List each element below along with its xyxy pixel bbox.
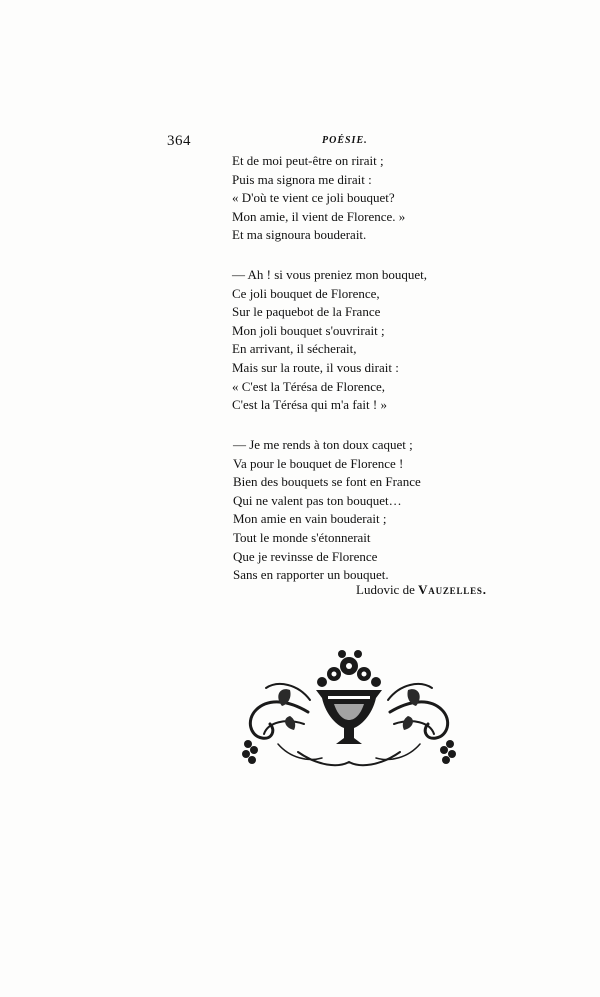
page-number: 364	[167, 133, 191, 149]
poem-line: C'est la Térésa qui m'a fait ! »	[232, 397, 387, 413]
poem-line: — Je me rends à ton doux caquet ;	[233, 437, 413, 452]
poem-line: Sans en rapporter un bouquet.	[233, 567, 389, 583]
page-header	[167, 133, 487, 153]
floral-urn-tailpiece-icon	[238, 640, 460, 775]
poem-line: Mon amie en vain bouderait ;	[233, 511, 387, 527]
stanza-2	[232, 266, 427, 415]
poem-line: Tout le monde s'étonnerait	[233, 529, 371, 545]
poem-line: Mon amie, il vient de Florence. »	[232, 208, 406, 224]
stanza-1	[232, 152, 405, 245]
poem-line: Puis ma signora me dirait :	[232, 171, 372, 187]
poem-line: Qui ne valent pas ton bouquet…	[233, 492, 402, 508]
author-first-name: Ludovic de	[356, 582, 415, 597]
poem-line: Que je revinsse de Florence	[233, 548, 378, 564]
poem-line: Mon joli bouquet s'ouvrirait ;	[232, 322, 385, 338]
running-head: POÉSIE.	[322, 135, 368, 146]
poem-line: Bien des bouquets se font en France	[233, 474, 421, 490]
author-surname: Vauzelles.	[418, 582, 487, 597]
poem-line: En arrivant, il sécherait,	[232, 341, 357, 357]
poem-line: Va pour le bouquet de Florence !	[233, 455, 404, 471]
poem-line: « C'est la Térésa de Florence,	[232, 378, 385, 394]
poem-line: Et de moi peut-être on rirait ;	[232, 153, 384, 168]
poem-line: « D'où te vient ce joli bouquet?	[232, 190, 395, 206]
poem-line: — Ah ! si vous preniez mon bouquet,	[232, 267, 427, 282]
author-signature	[356, 582, 487, 598]
poem-line: Sur le paquebot de la France	[232, 304, 381, 320]
poem-line: Ce joli bouquet de Florence,	[232, 285, 380, 301]
poem-line: Et ma signoura bouderait.	[232, 227, 367, 243]
poem-line: Mais sur la route, il vous dirait :	[232, 359, 399, 375]
stanza-3	[233, 436, 421, 585]
